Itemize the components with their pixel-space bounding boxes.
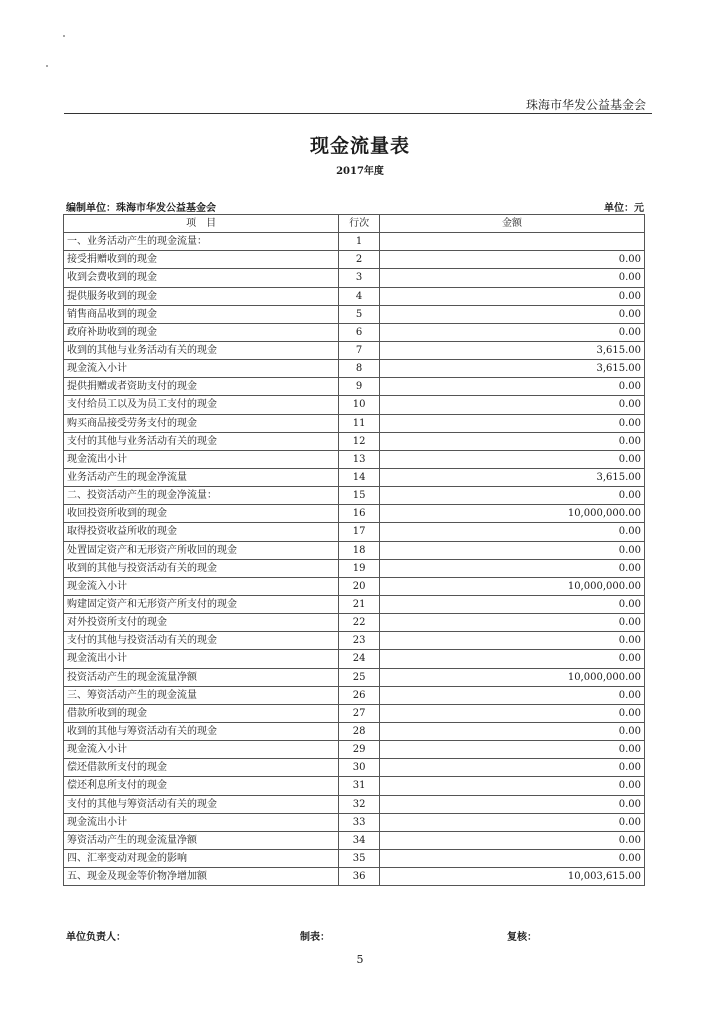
- row-item: 二、投资活动产生的现金净流量：: [64, 487, 339, 505]
- row-amount: 0.00: [379, 795, 644, 813]
- row-item: 收回投资所收到的现金: [64, 505, 339, 523]
- table-row: [64, 251, 645, 269]
- row-amount: 10,000,000.00: [379, 505, 644, 523]
- row-item: 支付的其他与筹资活动有关的现金: [64, 795, 339, 813]
- row-amount: 0.00: [379, 414, 644, 432]
- page-title: 现金流量表: [309, 135, 410, 157]
- column-header-amount: 金额: [379, 215, 644, 233]
- table-row: [64, 632, 645, 650]
- row-item: 政府补助收到的现金: [64, 323, 339, 341]
- row-amount: 0.00: [379, 487, 644, 505]
- row-item: 提供捐赠或者资助支付的现金: [64, 378, 339, 396]
- row-item: 现金流出小计: [64, 450, 339, 468]
- row-line-no: 15: [339, 487, 380, 505]
- header-rule: [64, 113, 652, 114]
- row-item: 现金流入小计: [64, 741, 339, 759]
- cash-flow-table: [63, 214, 645, 886]
- page-number: 5: [356, 953, 364, 966]
- table-row: [64, 595, 645, 613]
- row-line-no: 27: [339, 704, 380, 722]
- row-line-no: 14: [339, 468, 380, 486]
- table-row: [64, 378, 645, 396]
- row-amount: 0.00: [379, 269, 644, 287]
- row-item: 三、筹资活动产生的现金流量: [64, 686, 339, 704]
- row-amount: 0.00: [379, 813, 644, 831]
- table-row: [64, 432, 645, 450]
- preparing-unit: 编制单位：珠海市华发公益基金会: [66, 203, 216, 214]
- table-row: [64, 559, 645, 577]
- row-amount: 0.00: [379, 777, 644, 795]
- row-item: 现金流入小计: [64, 360, 339, 378]
- table-row: [64, 577, 645, 595]
- table-row: [64, 233, 645, 251]
- unit-row: [66, 199, 644, 214]
- signature-unit-head: 单位负责人：: [66, 932, 126, 943]
- page-subtitle: 2017年度: [336, 166, 384, 177]
- table-row: [64, 849, 645, 867]
- row-item: 收到的其他与筹资活动有关的现金: [64, 722, 339, 740]
- row-item: 偿还借款所支付的现金: [64, 759, 339, 777]
- row-amount: 0.00: [379, 323, 644, 341]
- row-item: 四、汇率变动对现金的影响: [64, 849, 339, 867]
- row-amount: 0.00: [379, 686, 644, 704]
- table-row: [64, 541, 645, 559]
- row-amount: 0.00: [379, 595, 644, 613]
- table-row: [64, 341, 645, 359]
- row-item: 借款所收到的现金: [64, 704, 339, 722]
- table-row: [64, 414, 645, 432]
- row-line-no: 33: [339, 813, 380, 831]
- table-row: [64, 614, 645, 632]
- table-row: [64, 722, 645, 740]
- row-amount: 10,000,000.00: [379, 577, 644, 595]
- row-line-no: 16: [339, 505, 380, 523]
- row-amount: 0.00: [379, 541, 644, 559]
- row-line-no: 1: [339, 233, 380, 251]
- table-row: [64, 759, 645, 777]
- row-amount: 10,003,615.00: [379, 868, 644, 886]
- row-line-no: 11: [339, 414, 380, 432]
- row-line-no: 36: [339, 868, 380, 886]
- row-item: 现金流出小计: [64, 650, 339, 668]
- row-line-no: 25: [339, 668, 380, 686]
- row-amount: 0.00: [379, 378, 644, 396]
- row-item: 五、现金及现金等价物净增加额: [64, 868, 339, 886]
- row-amount: 3,615.00: [379, 341, 644, 359]
- table-row: [64, 360, 645, 378]
- row-amount: 0.00: [379, 287, 644, 305]
- row-line-no: 9: [339, 378, 380, 396]
- row-amount: 0.00: [379, 632, 644, 650]
- row-item: 现金流出小计: [64, 813, 339, 831]
- row-item: 筹资活动产生的现金流量净额: [64, 831, 339, 849]
- row-amount: 0.00: [379, 741, 644, 759]
- row-line-no: 30: [339, 759, 380, 777]
- row-item: 接受捐赠收到的现金: [64, 251, 339, 269]
- row-line-no: 22: [339, 614, 380, 632]
- row-line-no: 6: [339, 323, 380, 341]
- table-row: [64, 777, 645, 795]
- row-line-no: 32: [339, 795, 380, 813]
- table-row: [64, 396, 645, 414]
- row-item: 购买商品接受劳务支付的现金: [64, 414, 339, 432]
- row-item: 现金流入小计: [64, 577, 339, 595]
- row-line-no: 2: [339, 251, 380, 269]
- row-amount: 0.00: [379, 251, 644, 269]
- row-item: 处置固定资产和无形资产所收回的现金: [64, 541, 339, 559]
- row-item: 收到的其他与投资活动有关的现金: [64, 559, 339, 577]
- row-line-no: 31: [339, 777, 380, 795]
- row-amount: 0.00: [379, 305, 644, 323]
- row-amount: 0.00: [379, 704, 644, 722]
- row-amount: 0.00: [379, 831, 644, 849]
- row-item: 支付的其他与业务活动有关的现金: [64, 432, 339, 450]
- row-line-no: 3: [339, 269, 380, 287]
- row-amount: 10,000,000.00: [379, 668, 644, 686]
- row-amount: 0.00: [379, 432, 644, 450]
- row-item: 投资活动产生的现金流量净额: [64, 668, 339, 686]
- row-amount: 3,615.00: [379, 468, 644, 486]
- table-row: [64, 450, 645, 468]
- row-line-no: 12: [339, 432, 380, 450]
- row-line-no: 7: [339, 341, 380, 359]
- table-header-row: [64, 215, 645, 233]
- row-line-no: 4: [339, 287, 380, 305]
- row-line-no: 21: [339, 595, 380, 613]
- signature-preparer: 制表：: [300, 932, 330, 943]
- table-row: [64, 831, 645, 849]
- row-amount: 0.00: [379, 759, 644, 777]
- table-row: [64, 741, 645, 759]
- row-amount: 0.00: [379, 450, 644, 468]
- row-item: 对外投资所支付的现金: [64, 614, 339, 632]
- row-amount: [379, 233, 644, 251]
- table-row: [64, 813, 645, 831]
- scan-speck: [63, 35, 65, 37]
- row-item: 偿还利息所支付的现金: [64, 777, 339, 795]
- row-item: 支付的其他与投资活动有关的现金: [64, 632, 339, 650]
- row-amount: 0.00: [379, 614, 644, 632]
- row-item: 销售商品收到的现金: [64, 305, 339, 323]
- row-line-no: 24: [339, 650, 380, 668]
- table-row: [64, 795, 645, 813]
- row-item: 收到的其他与业务活动有关的现金: [64, 341, 339, 359]
- table-row: [64, 505, 645, 523]
- row-amount: 0.00: [379, 396, 644, 414]
- row-line-no: 18: [339, 541, 380, 559]
- row-amount: 0.00: [379, 722, 644, 740]
- row-amount: 0.00: [379, 849, 644, 867]
- table-row: [64, 323, 645, 341]
- row-item: 一、业务活动产生的现金流量：: [64, 233, 339, 251]
- row-line-no: 20: [339, 577, 380, 595]
- row-amount: 0.00: [379, 559, 644, 577]
- table-row: [64, 269, 645, 287]
- row-item: 购建固定资产和无形资产所支付的现金: [64, 595, 339, 613]
- table-row: [64, 523, 645, 541]
- table-row: [64, 686, 645, 704]
- row-line-no: 29: [339, 741, 380, 759]
- row-line-no: 10: [339, 396, 380, 414]
- row-item: 提供服务收到的现金: [64, 287, 339, 305]
- table-row: [64, 704, 645, 722]
- row-line-no: 17: [339, 523, 380, 541]
- row-item: 取得投资收益所收的现金: [64, 523, 339, 541]
- row-amount: 0.00: [379, 523, 644, 541]
- row-line-no: 8: [339, 360, 380, 378]
- row-item: 收到会费收到的现金: [64, 269, 339, 287]
- table-row: [64, 305, 645, 323]
- row-item: 业务活动产生的现金净流量: [64, 468, 339, 486]
- header-org-name: 珠海市华发公益基金会: [525, 98, 646, 112]
- column-header-line-no: 行次: [339, 215, 380, 233]
- column-header-item: 项 目: [64, 215, 339, 233]
- currency-unit: 单位：元: [604, 203, 644, 214]
- row-line-no: 13: [339, 450, 380, 468]
- table-row: [64, 650, 645, 668]
- row-item: 支付给员工以及为员工支付的现金: [64, 396, 339, 414]
- row-line-no: 5: [339, 305, 380, 323]
- table-row: [64, 868, 645, 886]
- row-amount: 0.00: [379, 650, 644, 668]
- row-line-no: 19: [339, 559, 380, 577]
- row-line-no: 26: [339, 686, 380, 704]
- table-row: [64, 468, 645, 486]
- signature-reviewer: 复核：: [507, 932, 537, 943]
- row-line-no: 35: [339, 849, 380, 867]
- table-row: [64, 487, 645, 505]
- table-row: [64, 668, 645, 686]
- row-line-no: 34: [339, 831, 380, 849]
- row-amount: 3,615.00: [379, 360, 644, 378]
- scan-speck: [46, 65, 48, 67]
- row-line-no: 28: [339, 722, 380, 740]
- table-row: [64, 287, 645, 305]
- row-line-no: 23: [339, 632, 380, 650]
